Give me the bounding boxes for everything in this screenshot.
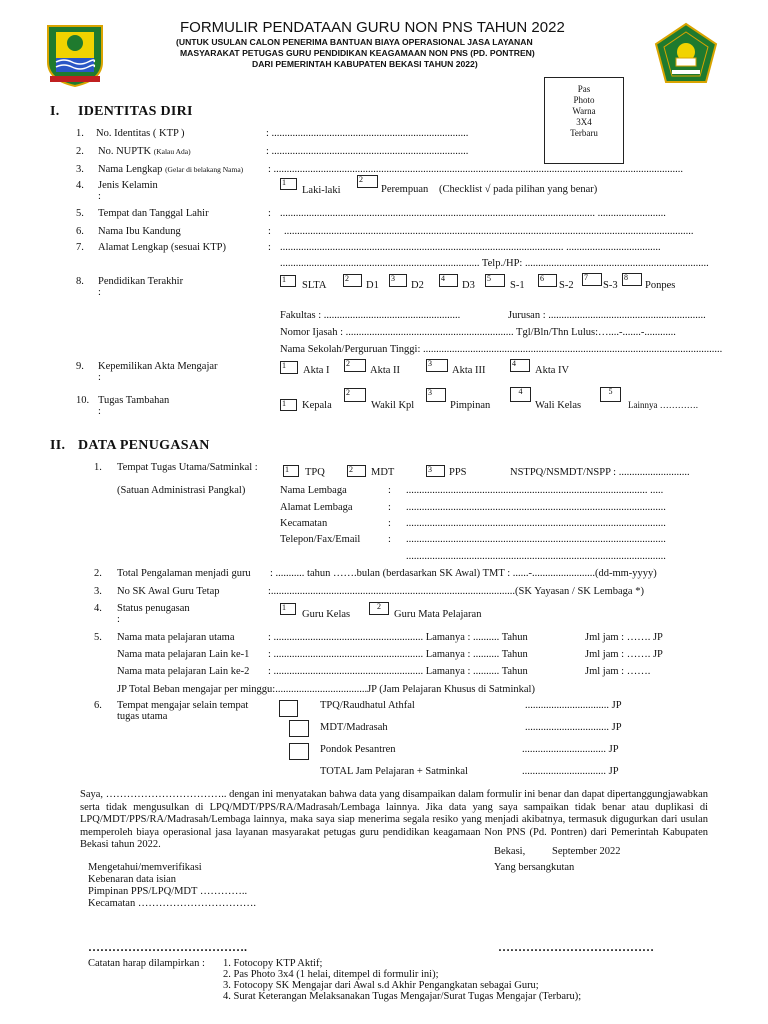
other-place-mdt-label: MDT/Madrasah [320,722,388,733]
verifier-line-2: Kebenaran data isian [88,874,177,885]
akta-1-label: Akta I [303,365,330,376]
gender-note: (Checklist √ pada pilihan yang benar) [439,184,598,195]
main-subject-field[interactable]: : ......................................................... Lamanya : .......... Tahun [268,632,528,643]
section-2-number: II. [50,438,66,453]
verifier-line-4[interactable]: Kecamatan ……………………………. [88,898,256,909]
sk-label: No SK Awal Guru Tetap [117,586,220,597]
edu-slta-label: SLTA [302,280,327,291]
institution-address-field[interactable]: ................................................................................................... [406,502,666,513]
institution-name-label: Nama Lembaga [280,485,347,496]
akta-3-label: Akta III [452,365,486,376]
section-2-title: DATA PENUGASAN [78,438,210,453]
school-name-field[interactable]: Nama Sekolah/Perguruan Tinggi: .................................................................................................................. [280,344,723,355]
form-subtitle-3: DARI PEMERINTAH KABUPATEN BEKASI TAHUN 2022) [252,59,478,69]
attachment-item-1: 1. Fotocopy KTP Aktif; [223,958,323,969]
edu-d3-label: D3 [462,280,475,291]
akta-2-label: Akta II [370,365,401,376]
status-subject-label: Guru Mata Pelajaran [394,609,482,620]
main-subject-label: Nama mata pelajaran utama [117,632,235,643]
kemenag-logo [652,22,720,88]
gender-female-label: Perempuan [381,184,429,195]
form-subtitle-1: (UNTUK USULAN CALON PENERIMA BANTUAN BIAYA OPERASIONAL JASA LAYANAN [176,37,533,47]
attachment-item-3: 3. Fotocopy SK Mengajar dari Awal s.d Akhir Pengangkatan sebagai Guru; [223,980,539,991]
duty-place-tpq-label: TPQ [305,467,325,478]
duty-checkbox-lainnya[interactable]: 5 [600,387,621,402]
s2-row5-num: 5. [94,632,102,643]
edu-checkbox-d3[interactable]: 4 [439,274,458,287]
other-place-tpq-label: TPQ/Raudhatul Athfal [320,700,415,711]
row3-num: 3. [76,164,84,175]
birth-label: Tempat dan Tanggal Lahir [98,208,209,219]
birth-colon: : [268,208,271,219]
gender-colon: : [98,191,101,202]
ktp-field[interactable]: : ........................................................................... [266,128,469,139]
duty-kepala-label: Kepala [302,400,332,411]
contact-field-2[interactable]: ................................................................................................... [406,551,666,562]
experience-field[interactable]: : ........... tahun …….bulan (berdasarkan SK Awal) TMT : ......-........................(dd-mm-yyyy) [270,568,657,579]
photo-label-4: 3X4 [576,117,592,127]
other-place-label: Tempat mengajar selain tempat [117,700,249,711]
duty-place-checkbox-tpq[interactable]: 1 [283,465,299,477]
statement-paragraph: Saya, …………………………….. dengan ini menyatakan bahwa data yang disampaikan dalam formulir ini benar dan dapat dipertanggungjawabkan serta tidak mengusulkan di LPQ/MDT/PPS/RA/Madrasah/Lembaga lainnya. Jika data yang saya sampaikan tidak benar atau duplikasi di LPQ/MDT/PPS/RA/Madrasah/Lembaga lainnya, maka saya siap menerima segala resiko yang menjadi akibatnya, termasuk digugurkan dari usulan memperoleh biaya operasional jasa layanan masyarakat petugas guru pendidikan keagamaan Non PNS (Pd. Pontren) dari Pemerintah Kabupaten Bekasi tahun 2022. [80,789,708,850]
address-field[interactable]: ............................................................................................................ .................................... [280,242,661,253]
s2-row6-num: 6. [94,700,102,711]
photo-box[interactable] [544,77,624,164]
total-hours-label: TOTAL Jam Pelajaran + Satminkal [320,766,468,777]
akta-checkbox-4[interactable]: 4 [510,359,530,372]
applicant-signature-line[interactable]: ………………………………… [498,940,654,954]
duty-place-checkbox-mdt[interactable]: 2 [347,465,366,477]
status-checkbox-class[interactable]: 1 [280,603,296,615]
row9-num: 9. [76,361,84,372]
institution-name-colon: : [388,485,391,496]
sk-field[interactable]: :.............................................................................................(SK Yayasan / SK Lembaga *) [268,586,644,597]
major-field[interactable]: Jurusan : ............................................................ [508,310,706,321]
contact-label: Telepon/Fax/Email [280,534,361,545]
attachment-item-2: 2. Pas Photo 3x4 (1 helai, ditempel di formulir ini); [223,969,439,980]
status-colon: : [117,614,120,625]
name-label [98,164,243,175]
subject2-field[interactable]: : ......................................................... Lamanya : .......... Tahun [268,649,528,660]
other-place-tpq-field[interactable]: ................................ JP [525,700,622,711]
row10-num: 10. [76,395,90,406]
edu-d2-label: D2 [411,280,424,291]
duty-checkbox-pimpinan[interactable]: 3 [426,388,446,402]
section-1-number: I. [50,104,60,119]
photo-label-5: Terbaru [570,128,598,138]
duty-checkbox-walikelas[interactable]: 4 [510,387,531,402]
row5-num: 5. [76,208,84,219]
edu-d1-label: D1 [366,280,379,291]
total-hours-field[interactable]: ................................ JP [522,766,619,777]
row8-num: 8. [76,276,84,287]
mother-field[interactable]: ............................................................................................................................................................ [284,226,694,237]
edu-ponpes-label: Ponpes [645,280,676,291]
gender-male-label: Laki-laki [302,185,341,196]
duty-lainnya-label: Lainnya …………. [628,400,698,410]
duty-place-pps-label: PPS [449,467,467,478]
akta-checkbox-1[interactable]: 1 [280,361,298,374]
edu-checkbox-s2[interactable]: 6 [538,274,557,287]
row6-num: 6. [76,226,84,237]
subject3-hours[interactable]: Jml jam : ……. [585,666,651,677]
bekasi-regency-logo [44,22,106,88]
other-place-checkbox-pps[interactable] [289,743,309,760]
s2-row1-num: 1. [94,462,102,473]
row1-num: 1. [76,128,84,139]
nuptk-label-text: No. NUPTK [98,146,152,157]
s2-row2-num: 2. [94,568,102,579]
contact-colon: : [388,534,391,545]
experience-label: Total Pengalaman menjadi guru [117,568,251,579]
akta-4-label: Akta IV [535,365,570,376]
subject3-label: Nama mata pelajaran Lain ke-2 [117,666,250,677]
nuptk-hint: (Kalau Ada) [153,147,191,156]
birth-field[interactable]: ........................................................................................................................ .......................... [280,208,666,219]
sign-place: Bekasi, [494,846,526,857]
ktp-label: No. Identitas ( KTP ) [96,128,185,139]
district-colon: : [388,518,391,529]
duty-walikelas-label: Wali Kelas [535,400,582,411]
subject2-hours[interactable]: Jml jam : ……. JP [585,649,663,660]
name-hint: (Gelar di belakang Nama) [165,165,244,174]
akta-checkbox-3[interactable]: 3 [426,359,448,372]
akta-label: Kepemilikan Akta Mengajar [98,361,218,372]
total-load-field[interactable]: JP Total Beban mengajar per minggu:...................................JP (Jam Pelajaran Khusus di Satminkal) [117,684,535,695]
nuptk-field[interactable]: : ........................................................................... [266,146,469,157]
main-duty-label: Tempat Tugas Utama/Satminkal : [117,462,258,473]
verifier-line-1: Mengetahui/memverifikasi [88,862,202,873]
address-colon: : [268,242,271,253]
attachment-item-4: 4. Surat Keterangan Melaksanakan Tugas Mengajar/Surat Tugas Mengajar (Terbaru); [223,991,582,1002]
verifier-signature-line[interactable]: …………………………………. [88,940,247,954]
phone-field[interactable]: ............................................................................ Telp./HP: ...................................................................... [280,258,709,269]
nstpq-field[interactable]: NSTPQ/NSMDT/NSPP : ........................... [510,467,690,478]
row7-num: 7. [76,242,84,253]
sign-person-label: Yang bersangkutan [494,862,575,873]
edu-checkbox-s1[interactable]: 5 [485,274,505,287]
duty-place-checkbox-pps[interactable]: 3 [426,465,445,477]
faculty-field[interactable]: Fakultas : .................................................... [280,310,461,321]
akta-colon: : [98,372,101,383]
verifier-line-3[interactable]: Pimpinan PPS/LPQ/MDT ………….. [88,886,248,897]
other-place-checkbox-mdt[interactable] [289,720,309,737]
institution-name-field[interactable]: ............................................................................................ ..... [406,485,664,496]
edu-s2-label: S-2 [559,280,574,291]
gender-checkbox-female[interactable]: 2 [357,175,378,188]
edu-checkbox-slta[interactable]: 1 [280,275,296,287]
mother-label: Nama Ibu Kandung [98,226,181,237]
gender-checkbox-male[interactable]: 1 [280,178,297,190]
education-label: Pendidikan Terakhir [98,276,184,287]
duty-pimpinan-label: Pimpinan [450,400,491,411]
diploma-field[interactable]: Nomor Ijasah : ................................................................ Tgl/Bln/Thn Lulus:…....-.......-............ [280,327,676,338]
edu-s3-label: S-3 [603,280,618,291]
duty-place-mdt-label: MDT [371,467,395,478]
other-place-pps-field[interactable]: ................................ JP [522,744,619,755]
extra-duty-colon: : [98,406,101,417]
subject2-label: Nama mata pelajaran Lain ke-1 [117,649,250,660]
extra-duty-label: Tugas Tambahan [98,395,170,406]
form-title: FORMULIR PENDATAAN GURU NON PNS TAHUN 2022 [180,19,565,36]
district-field[interactable]: ................................................................................................... [406,518,666,529]
education-colon: : [98,287,101,298]
duty-checkbox-kepala[interactable]: 1 [280,399,297,411]
institution-address-colon: : [388,502,391,513]
attachments-label: Catatan harap dilampirkan : [88,958,205,969]
gender-label: Jenis Kelamin [98,180,158,191]
form-subtitle-2: MASYARAKAT PETUGAS GURU PENDIDIKAN KEAGAMAAN NON PNS (PD. PONTREN) [180,48,535,58]
photo-label-2: Photo [573,95,595,105]
row4-num: 4. [76,180,84,191]
other-place-mdt-field[interactable]: ................................ JP [525,722,622,733]
other-place-pps-label: Pondok Pesantren [320,744,396,755]
nuptk-label [98,146,191,157]
edu-checkbox-ponpes[interactable]: 8 [622,273,642,286]
subject3-field[interactable]: : ......................................................... Lamanya : .......... Tahun [268,666,528,677]
district-label: Kecamatan [280,518,328,529]
main-subject-hours[interactable]: Jml jam : ……. JP [585,632,663,643]
name-label-text: Nama Lengkap [98,164,163,175]
name-field[interactable]: : ............................................................................................................................................................ [268,164,684,175]
contact-field[interactable]: ................................................................................................... [406,534,666,545]
edu-s1-label: S-1 [510,280,525,291]
satminkal-note: (Satuan Administrasi Pangkal) [117,485,246,496]
edu-checkbox-s3[interactable]: 7 [582,273,602,286]
edu-checkbox-d1[interactable]: 2 [343,274,362,287]
s2-row3-num: 3. [94,586,102,597]
status-label: Status penugasan [117,603,190,614]
address-label: Alamat Lengkap (sesuai KTP) [98,242,227,253]
other-place-checkbox-tpq[interactable] [279,700,298,717]
sign-date: September 2022 [552,846,621,857]
photo-label-3: Warna [572,106,596,116]
edu-checkbox-d2[interactable]: 3 [389,274,407,287]
status-checkbox-subject[interactable]: 2 [369,602,389,615]
photo-label-1: Pas [577,84,591,94]
s2-row4-num: 4. [94,603,102,614]
akta-checkbox-2[interactable]: 2 [344,359,366,372]
other-place-label-2: tugas utama [117,711,168,722]
institution-address-label: Alamat Lembaga [280,502,353,513]
row2-num: 2. [76,146,84,157]
mother-colon: : [268,226,271,237]
status-class-label: Guru Kelas [302,609,351,620]
duty-checkbox-wakil[interactable]: 2 [344,388,366,402]
section-1-title: IDENTITAS DIRI [78,104,193,119]
duty-wakil-label: Wakil Kpl [371,400,415,411]
